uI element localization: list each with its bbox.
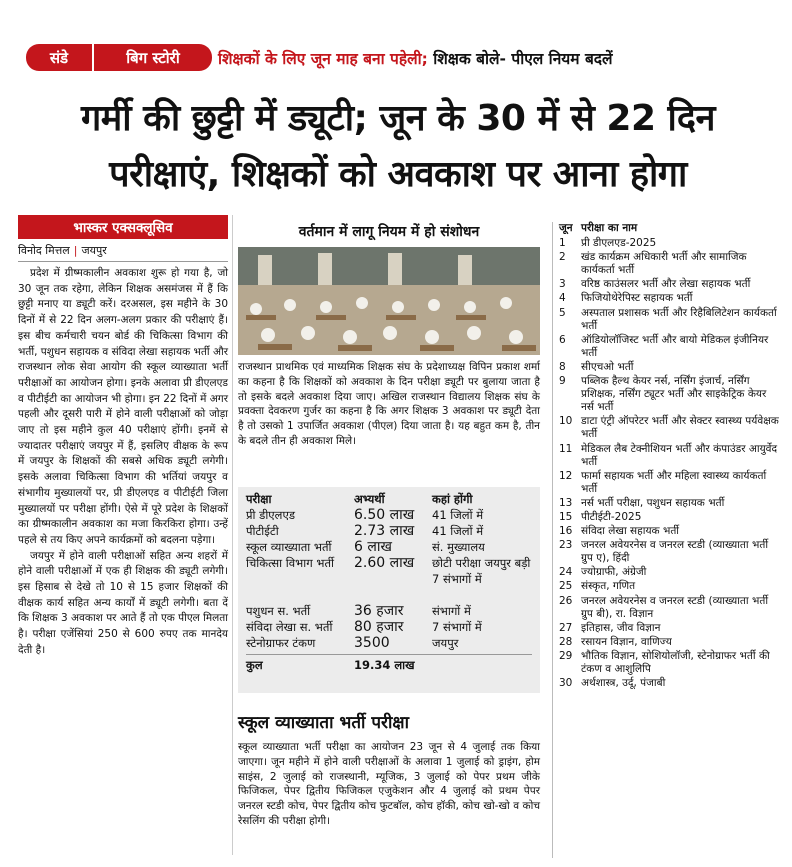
middle-column-body: राजस्थान प्राथमिक एवं माध्यमिक शिक्षक संघ के प्रदेशाध्यक्ष विपिन प्रकाश शर्मा का कहना है कि शिक्षकों को अवकाश के दिन परीक्षा ड्यूटी पर बुलाया जाता है तो इसके बदले अवकाश दिया जाए। अखिल राजस्थान विद्यालय शिक्षक संघ के प्रवक्ता देवकरण गुर्जर का कहना है कि अगर शिक्षक 3 अवकाश पर ड्यूटी देता है तो उसको 1 उपार्जित अवकाश (पीएल) दिया जाता है। यह बहुत कम है, तीन के बदले तीन ही अवकाश मिले। (238, 361, 540, 447)
list-item (559, 375, 780, 414)
exam-cell: संविदा लेखा स. भर्ती (246, 620, 333, 634)
list-item (559, 470, 780, 496)
list-item (559, 361, 780, 374)
col-header-where: कहां होंगी (432, 492, 473, 506)
list-item-name: संविदा लेखा सहायक भर्ती (581, 525, 680, 538)
where-cell: 41 जिलों में (432, 508, 484, 522)
left-column-body (18, 266, 228, 659)
candidates-cell: 80 हजार (354, 619, 404, 635)
big-story-badge-label: बिग स्टोरी (126, 48, 180, 67)
list-item (559, 580, 780, 593)
list-item-day: 29 (559, 649, 573, 662)
list-item-day: 25 (559, 580, 573, 593)
schedule-items (559, 237, 780, 690)
table-row (246, 539, 532, 555)
section-title: स्कूल व्याख्याता भर्ती परीक्षा (238, 713, 409, 733)
list-item-name: भौतिक विज्ञान, सोशियोलॉजी, स्टेनोग्राफर भर्ती की टंकण व आशुलिपि (581, 649, 770, 675)
headline-line-2: परीक्षाएं, शिक्षकों को अवकाश पर आना होगा (109, 154, 687, 195)
list-item-name: पीटीईटी-2025 (581, 510, 642, 523)
candidates-cell: 6 लाख (354, 539, 392, 555)
sunday-badge (26, 44, 92, 71)
list-item-day: 6 (559, 333, 566, 346)
list-item-day: 11 (559, 442, 573, 455)
where-cell: 41 जिलों में (432, 524, 484, 538)
list-item (559, 677, 780, 690)
exam-cell: स्टेनोग्राफर टंकण (246, 636, 316, 650)
table-row (246, 523, 532, 539)
candidates-table (238, 487, 540, 693)
list-item-day: 9 (559, 375, 566, 388)
exam-cell: प्री डीएलएड (246, 508, 295, 522)
list-item-name: अस्पताल प्रशासक भर्ती और रिहैबिलिटेशन कार्यकर्ता भर्ती (581, 306, 777, 332)
exam-hall-photo (238, 247, 540, 355)
exam-hall-illustration (238, 247, 540, 355)
byline (18, 243, 228, 262)
list-item-day: 16 (559, 525, 573, 538)
exam-schedule-list (552, 222, 780, 858)
candidates-cell: 6.50 लाख (354, 507, 415, 523)
list-item-name: अर्थशास्त्र, उर्दू, पंजाबी (581, 677, 666, 690)
headline-line-1: गर्मी की छुट्टी में ड्यूटी; जून के 30 में से 22 दिन (81, 98, 715, 139)
where-cell: सं. मुख्यालय (432, 540, 485, 554)
list-item (559, 622, 780, 635)
table-body (246, 507, 532, 651)
list-item-day: 2 (559, 251, 566, 264)
list-item-name: प्री डीएलएड-2025 (581, 237, 657, 250)
list-item (559, 636, 780, 649)
list-item-name: वरिष्ठ काउंसलर भर्ती और लेखा सहायक भर्ती (581, 278, 751, 291)
list-item-name: सीएचओ भर्ती (581, 360, 634, 373)
list-item-name: संस्कृत, गणित (581, 580, 636, 593)
exam-cell: पीटीईटी (246, 524, 279, 538)
list-item-day: 27 (559, 621, 573, 634)
section-body: स्कूल व्याख्याता भर्ती परीक्षा का आयोजन 23 जून से 4 जुलाई तक किया जाएगा। जून महीने में होने वाली परीक्षाओं के अलावा 1 जुलाई को ड्राइंग, होम साइंस, 2 जुलाई को राजस्थानी, म्यूजिक, 3 जुलाई को पेपर प्रथम जीके फिजिकल, पेपर द्वितीय फिजिकल एजुकेशन और 4 जुलाई को प्रथम पेपर जनरल स्टडी कोच, पेपर द्वितीय कोच फुटबॉल, कोच हॉकी, कोच खो-खो व कोच रेसलिंग की परीक्षा होगी। (238, 741, 540, 827)
list-item (559, 595, 780, 621)
list-item-day: 10 (559, 415, 573, 428)
list-item-name: ज्योग्राफी, अंग्रेजी (581, 566, 647, 579)
where-cell: संभागों में (432, 604, 471, 618)
list-item (559, 443, 780, 469)
dateline-place: जयपुर (81, 244, 107, 257)
list-item-day: 12 (559, 469, 573, 482)
list-item (559, 525, 780, 538)
list-item (559, 539, 780, 565)
list-item-name: जनरल अवेयरनेस व जनरल स्टडी (व्याख्याता भर्ती ग्रुप ए), हिंदी (581, 539, 769, 565)
list-item (559, 650, 780, 676)
exam-cell: पशुधन स. भर्ती (246, 604, 311, 618)
list-item-name: डाटा एंट्री ऑपरेटर भर्ती और सेक्टर स्वास्थ्य पर्यवेक्षक भर्ती (581, 415, 779, 441)
exam-cell: चिकित्सा विभाग भर्ती (246, 556, 334, 570)
table-row (246, 507, 532, 523)
col-header-exam: परीक्षा (246, 492, 272, 506)
list-item (559, 251, 780, 277)
list-item-name: इतिहास, जीव विज्ञान (581, 621, 661, 634)
big-story-badge (92, 44, 212, 71)
list-item (559, 511, 780, 524)
list-item (559, 497, 780, 510)
list-item (559, 237, 780, 250)
col-header-candidates: अभ्यर्थी (354, 492, 385, 506)
list-item (559, 566, 780, 579)
list-item-day: 8 (559, 360, 566, 373)
list-item-name: नर्स भर्ती परीक्षा, पशुधन सहायक भर्ती (581, 496, 725, 509)
total-value: 19.34 लाख (354, 658, 415, 672)
list-item-day: 3 (559, 278, 566, 291)
list-item-day: 15 (559, 510, 573, 523)
kicker-red: शिक्षकों के लिए जून माह बना पहेली; (218, 49, 428, 68)
list-item (559, 307, 780, 333)
list-item-day: 1 (559, 237, 566, 250)
list-item-name: रसायन विज्ञान, वाणिज्य (581, 635, 672, 648)
list-item-name: पब्लिक हैल्थ केयर नर्स, नर्सिंग इंजार्च, नर्सिंग प्रशिक्षक, नर्सिंग ट्यूटर भर्ती और साइकेट्रिक केयर नर्स भर्ती (581, 375, 767, 414)
list-item-day: 23 (559, 539, 573, 552)
list-item (559, 415, 780, 441)
list-item (559, 334, 780, 360)
list-item-day: 28 (559, 635, 573, 648)
list-item (559, 278, 780, 291)
kicker-black: शिक्षक बोले- पीएल नियम बदलें (433, 49, 613, 68)
list-item-day: 13 (559, 496, 573, 509)
list-item-day: 24 (559, 566, 573, 579)
table-row (246, 603, 532, 619)
column-divider (232, 215, 233, 855)
candidates-cell: 2.60 लाख (354, 555, 415, 571)
where-cell: जयपुर (432, 636, 459, 650)
where-cell: छोटी परीक्षा जयपुर बड़ी 7 संभागों में (432, 556, 531, 586)
list-item (559, 292, 780, 305)
table-total-row (246, 654, 532, 673)
list-item-name: खंड कार्यक्रम अधिकारी भर्ती और सामाजिक कार्यकर्ता भर्ती (581, 251, 747, 277)
schedule-header-day: जून (559, 222, 573, 234)
exam-cell: स्कूल व्याख्याता भर्ती (246, 540, 332, 554)
list-item-name: जनरल अवेयरनेस व जनरल स्टडी (व्याख्याता भर्ती ग्रुप बी), रा. विज्ञान (581, 594, 769, 620)
list-item-name: मेडिकल लैब टेक्नीशियन भर्ती और कंपाउंडर आयुर्वेद भर्ती (581, 442, 778, 468)
byline-separator: | (73, 244, 78, 257)
schedule-header-name: परीक्षा का नाम (581, 222, 638, 234)
list-item-name: ऑडियोलॉजिस्ट भर्ती और बायो मेडिकल इंजीनियर भर्ती (581, 333, 769, 359)
candidates-cell: 2.73 लाख (354, 523, 415, 539)
list-item-day: 4 (559, 292, 566, 305)
list-item-day: 26 (559, 594, 573, 607)
kicker-line (218, 44, 613, 71)
table-header-row (246, 491, 532, 507)
box-title: वर्तमान में लागू नियम में हो संशोधन (298, 224, 480, 240)
candidates-cell: 36 हजार (354, 603, 404, 619)
list-item-day: 30 (559, 677, 573, 690)
left-paragraph-1: प्रदेश में ग्रीष्मकालीन अवकाश शुरू हो गया है, जो 30 जून तक रहेगा, लेकिन शिक्षक असमंजस में हैं कि छुट्टी मनाए या ड्यूटी करें। दरअसल, इस महीने के 30 दिनों में से 22 दिन अलग-अलग प्रकार की परीक्षाएं हैं। इस बीच कर्मचारी चयन बोर्ड की चिकित्सा विभाग की भर्ती, पशुधन सहायक व संविदा लेखा सहायक भर्ती और राजस्थान लोक सेवा आयोग की स्कूल व्याख्याता भर्ती परीक्षाओं का आयोजन होगा। इनके अलावा प्री डीएलएड व पीटीईटी का आयोजन भी होगा। इन 22 दिनों में अगर पहली और दूसरी पारी में होने वाली परीक्षाओं को जोड़ा जाए तो इस महीने कुल 40 परीक्षाएं होंगी। इनमें से ज्यादातर परीक्षाएं जयपुर में हैं, इसलिए वीक्षक के रूप में जयपुर के शिक्षकों की सबसे अधिक ड्यूटी लगेगी। इसके अलावा चिकित्सा विभाग की भर्तियां जयपुर व संभागीय मुख्यालयों पर, प्री डीएलएड व पीटीईटी जिला मुख्यालयों पर परीक्षा होंगी। ऐसे में पूरे प्रदेश के शिक्षकों का ग्रीष्मकालीन अवकाश का मजा किरकिरा होगा। उन्हें पहले से तय किए अपने कार्यक्रमों को बदलना पड़ेगा। (18, 267, 228, 546)
list-item-name: फार्मा सहायक भर्ती और महिला स्वास्थ्य कार्यकर्ता भर्ती (581, 469, 767, 495)
list-item-day: 5 (559, 306, 566, 319)
total-label: कुल (246, 658, 263, 672)
candidates-cell: 3500 (354, 635, 390, 651)
author-name: विनोद मित्तल (18, 244, 70, 257)
where-cell: 7 संभागों में (432, 620, 482, 634)
schedule-header (559, 222, 780, 235)
left-paragraph-2: जयपुर में होने वाली परीक्षाओं सहित अन्य शहरों में होने वाली परीक्षाओं में एक ही शिक्षक की ड्यूटी लगेगी। इस हिसाब से देखे तो 10 से 15 हजार शिक्षकों की वीक्षक कार्य सहित अन्य कार्यों में ड्यूटी लगेगी। बता दें कि शिक्षक 3 अवकाश पर आते हैं तो एक पीएल मिलता है। परीक्षा एजेंसियां 250 से 600 रुपए तक मानदेय देती है। (18, 549, 228, 656)
exclusive-tag: भास्कर एक्सक्लूसिव (18, 215, 228, 239)
list-item-name: फिजियोथेरेपिस्ट सहायक भर्ती (581, 292, 693, 305)
table-row (246, 635, 532, 651)
sunday-badge-label: संडे (49, 48, 69, 67)
table-row (246, 555, 532, 587)
table-row (246, 619, 532, 635)
